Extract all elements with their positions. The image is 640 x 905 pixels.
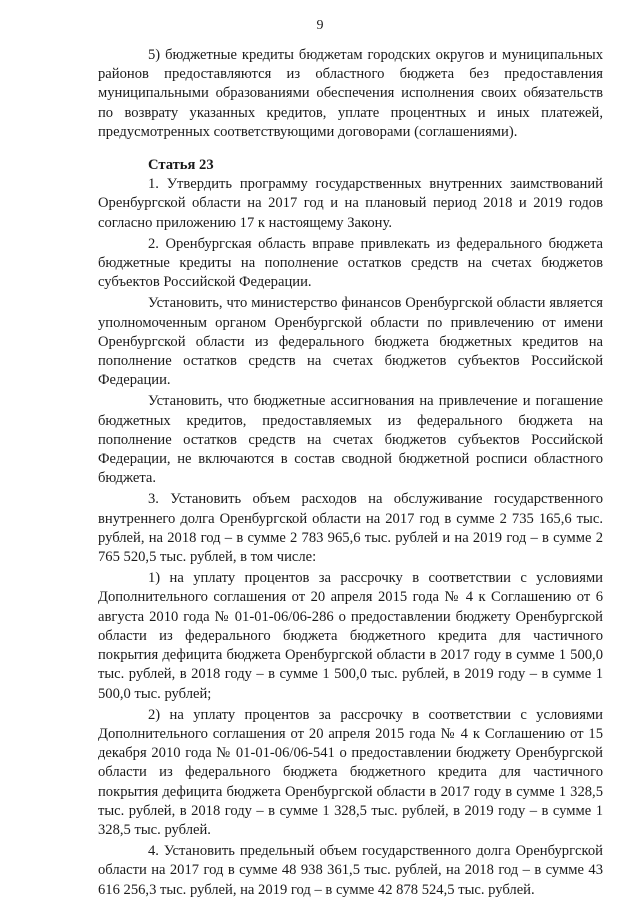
paragraph-item-5: 5) бюджетные кредиты бюджетам городских округов и муниципальных районов предоставляются из областного бюджета без предоставления муниципальными образованиями обеспечения исполнения своих обязательств по возврату указанных кредитов, уплате процентных и иных платежей, предусмотренных соответствующими договорами (соглашениями). [98, 47, 603, 140]
article-paragraph-3: 3. Установить объем расходов на обслуживание государственного внутреннего долга Оренбургской области на 2017 год в сумме 2 735 165,6 тыс. рублей, на 2018 год – в сумме 2 783 965,6 тыс. рублей и на 2019 год – в сумме 2 765 520,5 тыс. рублей, в том числе: [98, 491, 603, 566]
article-paragraph-3-item-1: 1) на уплату процентов за рассрочку в соответствии с условиями Дополнительного соглашения от 20 апреля 2015 года № 4 к Соглашению от 6 августа 2010 года № 01-01-06/06-286 о предоставлении бюджету Оренбургской области из федерального бюджета бюджетного кредита для частичного покрытия дефицита бюджета Оренбургской области в 2017 году в сумме 1 500,0 тыс. рублей, в 2018 году – в сумме 1 500,0 тыс. рублей, в 2019 году – в сумме 1 500,0 тыс. рублей; [98, 570, 603, 702]
document-body [98, 46, 603, 900]
article-paragraph-3-item-2: 2) на уплату процентов за рассрочку в соответствии с условиями Дополнительного соглашения от 20 апреля 2015 года № 4 к Соглашению от 15 декабря 2010 года № 01-01-06/06-541 о предоставлении бюджету Оренбургской области из федерального бюджета бюджетного кредита для частичного покрытия дефицита бюджета Оренбургской области в 2017 году в сумме 1 328,5 тыс. рублей, в 2018 году – в сумме 1 328,5 тыс. рублей, в 2019 году – в сумме 1 328,5 тыс. рублей. [98, 706, 603, 838]
article-paragraph-2-ministry: Установить, что министерство финансов Оренбургской области является уполномоченным органом Оренбургской области по привлечению от имени Оренбургской области из федерального бюджета бюджетных кредитов на пополнение остатков средств на счетах бюджетов субъектов Российской Федерации. [98, 295, 603, 389]
article-paragraph-4: 4. Установить предельный объем государственного долга Оренбургской области на 2017 год в сумме 48 938 361,5 тыс. рублей, на 2018 год – в сумме 43 616 256,3 тыс. рублей, на 2019 год – в сумме 42 878 524,5 тыс. рублей. [98, 843, 603, 898]
article-paragraph-2-allocations: Установить, что бюджетные ассигнования на привлечение и погашение бюджетных кредитов, предоставляемых из федерального бюджета на пополнение остатков средств на счетах бюджетов субъектов Российской Федерации, не включаются в состав сводной бюджетной росписи областного бюджета. [98, 393, 603, 487]
article-paragraph-2: 2. Оренбургская область вправе привлекать из федерального бюджета бюджетные кредиты на пополнение остатков средств на счетах бюджетов субъектов Российской Федерации. [98, 235, 603, 291]
article-title: Статья 23 [148, 157, 214, 174]
article-paragraph-1: 1. Утвердить программу государственных внутренних заимствований Оренбургской области на 2017 год и на плановый период 2018 и 2019 годов согласно приложению 17 к настоящему Закону. [98, 176, 603, 231]
page-number: 9 [316, 18, 324, 33]
